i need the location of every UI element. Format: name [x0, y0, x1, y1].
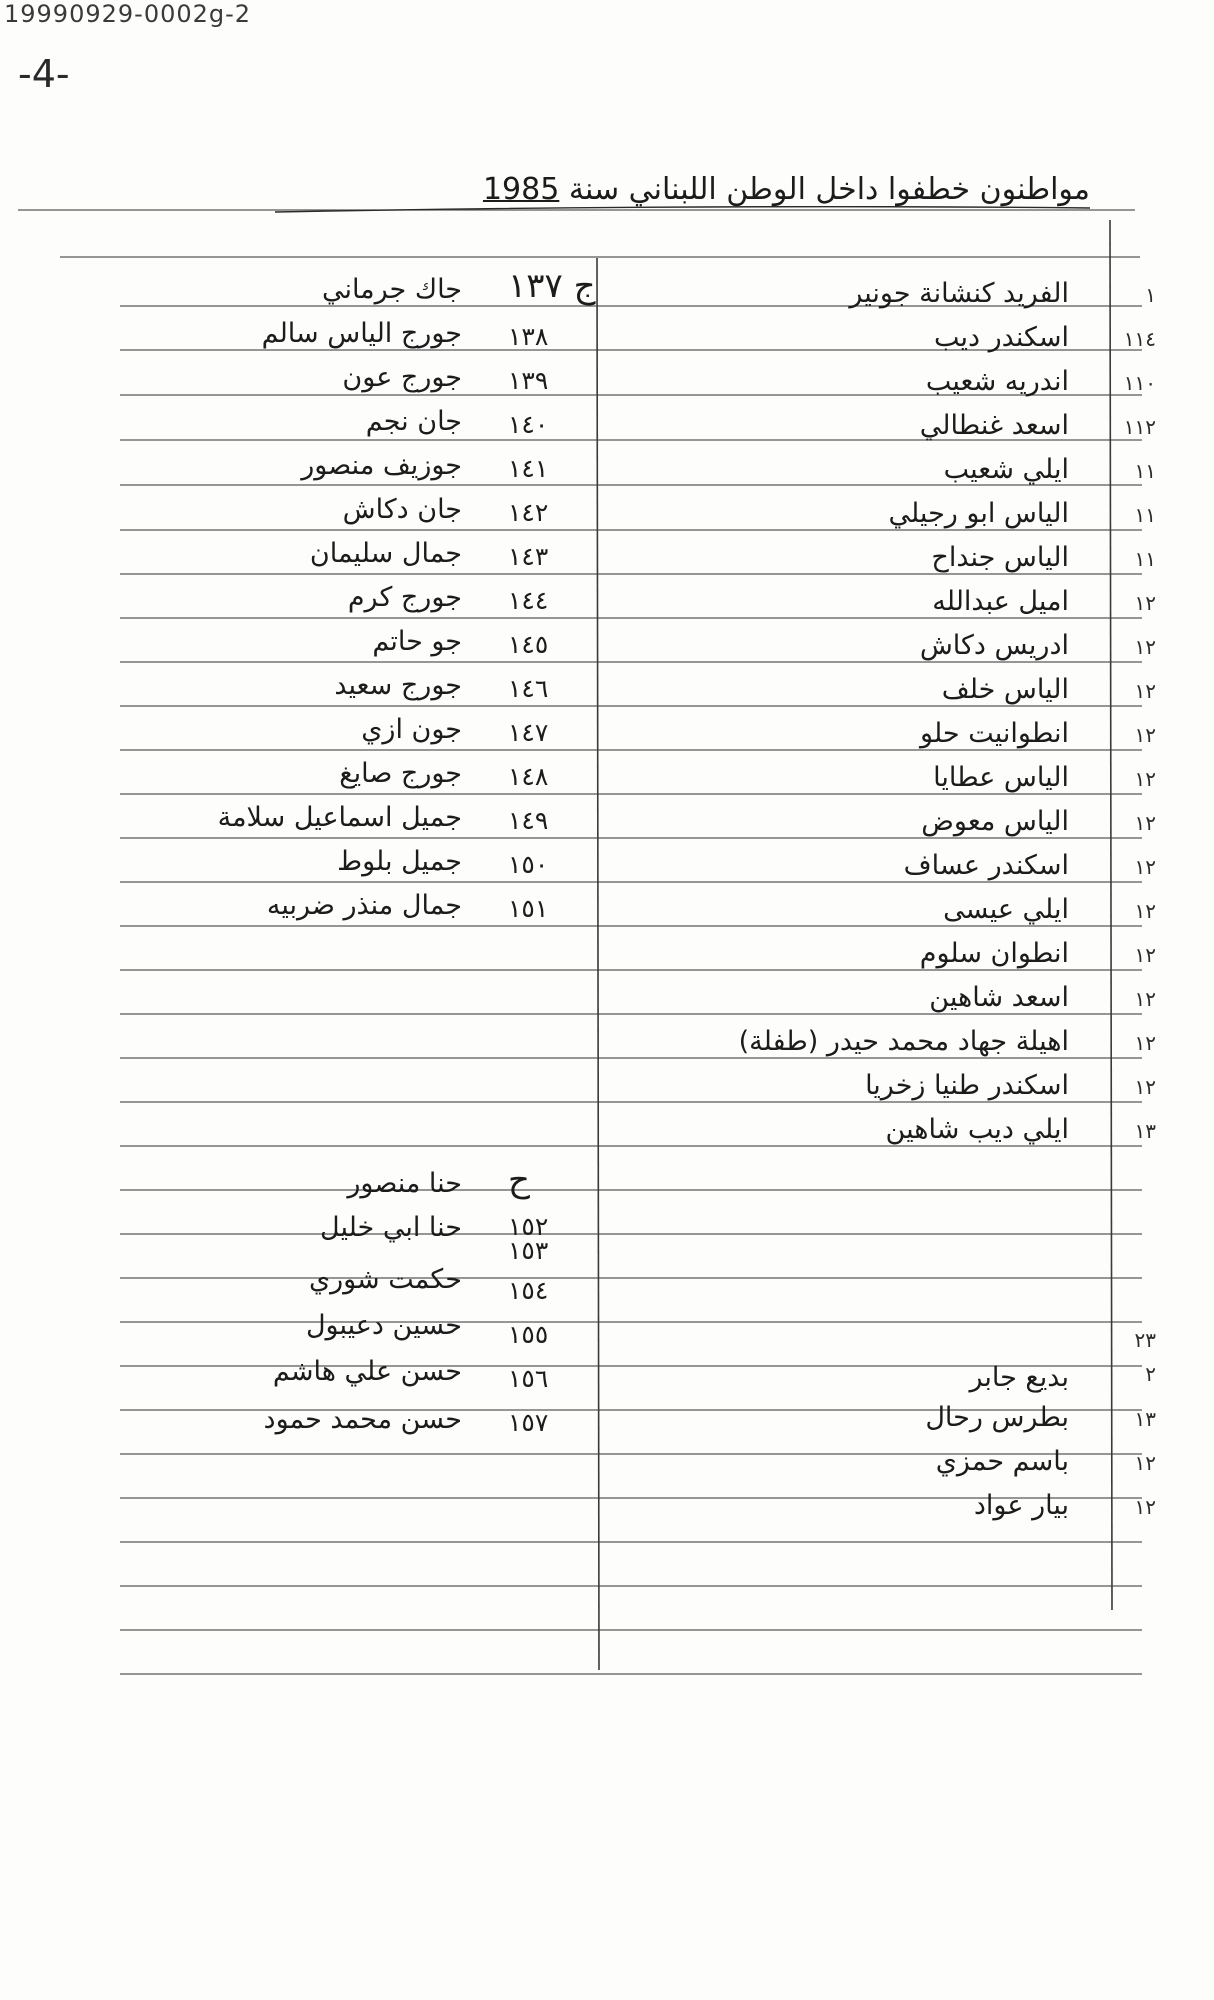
- list-item-name: الياس ابو رجيلي: [888, 498, 1069, 529]
- list-item-number: ١٥٠: [508, 850, 549, 879]
- list-item-number: ١٤٠: [508, 410, 549, 439]
- list-item-code: ١٢: [1134, 767, 1156, 791]
- list-item-code: ١٣: [1134, 1407, 1156, 1431]
- list-item-code: ١١٠: [1123, 371, 1156, 395]
- list-item-name: جميل اسماعيل سلامة: [217, 802, 462, 833]
- list-item-code: ١٣: [1134, 1119, 1156, 1143]
- list-item-number: ١٥٦: [508, 1364, 549, 1393]
- list-item-name: اسعد شاهين: [929, 982, 1069, 1013]
- page-number: -4-: [18, 52, 70, 96]
- list-item-code: ١٢: [1134, 943, 1156, 967]
- list-item-name: ايلي عيسى: [943, 894, 1069, 925]
- list-item-code: ١١: [1134, 459, 1156, 483]
- list-item-code: ١١٢: [1123, 415, 1156, 439]
- list-item-number: ١٣٨: [508, 322, 549, 351]
- page-title: [280, 172, 1090, 207]
- list-item-code: ١٢: [1134, 1495, 1156, 1519]
- list-item-name: بطرس رحال: [925, 1402, 1069, 1433]
- list-item-name: حنا ابي خليل: [320, 1212, 462, 1243]
- list-item-name: اندريه شعيب: [925, 366, 1069, 397]
- list-item-name: انطوانيت حلو: [920, 718, 1069, 749]
- list-item-name: جون ازي: [361, 714, 462, 745]
- list-item-number: ١٥١: [508, 894, 549, 923]
- list-item-number: ١٤٦: [508, 674, 549, 703]
- list-item-name: حسين دعيبول: [305, 1310, 462, 1341]
- list-item-code: ١٢: [1134, 635, 1156, 659]
- list-item-name: جورج عون: [342, 362, 462, 393]
- list-item-code: ١٢: [1134, 987, 1156, 1011]
- list-item-name: اهيلة جهاد محمد حيدر (طفلة): [738, 1026, 1069, 1057]
- list-item-number: ١٤٤: [508, 586, 549, 615]
- list-item-code: ١١: [1134, 547, 1156, 571]
- list-item-number: ١٥٢: [508, 1212, 549, 1241]
- list-item-name: جورج سعيد: [334, 670, 462, 701]
- list-item-code: ١٢: [1134, 899, 1156, 923]
- list-item-name: بديع جابر: [969, 1362, 1069, 1393]
- list-item-number: ج ١٣٧: [508, 266, 596, 306]
- list-item-code: ١٢: [1134, 679, 1156, 703]
- list-item-number: ١٤٣: [508, 542, 549, 571]
- list-item-number: ح: [508, 1160, 530, 1200]
- list-item-number: ١٤٢: [508, 498, 549, 527]
- list-item-number: ١٥٥: [508, 1320, 549, 1349]
- center-margin-line: [597, 258, 599, 1670]
- list-item-name: حكمت شوري: [308, 1264, 462, 1295]
- list-item-name: حسن محمد حمود: [263, 1404, 462, 1435]
- list-item-code: ١٢: [1134, 855, 1156, 879]
- list-item-code: ١٢: [1134, 1451, 1156, 1475]
- list-item-number: ١٥٣: [508, 1236, 549, 1265]
- list-item-number: ١٥٧: [508, 1408, 549, 1437]
- list-item-name: باسم حمزي: [935, 1446, 1069, 1477]
- list-item-name: حنا منصور: [347, 1168, 462, 1199]
- list-item-name: جان دكاش: [342, 494, 462, 525]
- list-item-number: ١٤٧: [508, 718, 549, 747]
- list-item-name: ادريس دكاش: [919, 630, 1069, 661]
- list-item-code: ١١٤: [1123, 327, 1156, 351]
- list-item-name: جورج الياس سالم: [261, 318, 462, 349]
- list-item-number: ١٤٥: [508, 630, 549, 659]
- list-item-code: ١٢: [1134, 591, 1156, 615]
- list-item-name: جميل بلوط: [337, 846, 462, 877]
- list-item-name: ايلي ديب شاهين: [885, 1114, 1069, 1145]
- list-item-number: ١٣٩: [508, 366, 549, 395]
- list-item-code: ١٢: [1134, 811, 1156, 835]
- list-item-name: اسكندر طنيا زخريا: [865, 1070, 1069, 1101]
- list-item-name: الياس خلف: [941, 674, 1069, 705]
- list-item-name: انطوان سلوم: [919, 938, 1069, 969]
- list-item-name: الياس جنداح: [931, 542, 1069, 573]
- list-item-name: حسن علي هاشم: [272, 1356, 462, 1387]
- list-item-name: اميل عبدالله: [932, 586, 1069, 617]
- list-item-name: جان نجم: [365, 406, 462, 437]
- list-item-name: جمال سليمان: [309, 538, 462, 569]
- list-item-code: ٢: [1145, 1362, 1156, 1386]
- list-item-name: جوزيف منصور: [301, 450, 462, 481]
- list-item-name: بيار عواد: [973, 1490, 1069, 1521]
- list-item-code: ٢٣: [1134, 1328, 1156, 1352]
- list-item-name: جو حاتم: [372, 626, 462, 657]
- list-item-number: ١٤٩: [508, 806, 549, 835]
- list-item-name: جورج كرم: [347, 582, 462, 613]
- list-item-code: ١: [1145, 283, 1156, 307]
- list-item-number: ١٥٤: [508, 1276, 549, 1305]
- list-item-code: ١٢: [1134, 1031, 1156, 1055]
- list-item-name: جورج صايغ: [339, 758, 462, 789]
- title-underline: [275, 207, 1090, 212]
- list-item-name: جمال منذر ضربيه: [266, 890, 462, 921]
- list-item-code: ١١: [1134, 503, 1156, 527]
- list-item-name: اسكندر ديب: [933, 322, 1069, 353]
- list-item-name: الياس عطايا: [933, 762, 1069, 793]
- title-text: مواطنون خطفوا داخل الوطن اللبناني سنة: [568, 172, 1090, 207]
- list-item-name: اسعد غنطالي: [919, 410, 1069, 441]
- list-item-code: ١٢: [1134, 1075, 1156, 1099]
- list-item-number: ١٤٨: [508, 762, 549, 791]
- list-item-name: الفريد كنشانة جونير: [849, 278, 1069, 309]
- list-item-name: الياس معوض: [921, 806, 1069, 837]
- list-item-code: ١٢: [1134, 723, 1156, 747]
- list-item-name: ايلي شعيب: [943, 454, 1069, 485]
- archive-id: 19990929-0002g-2: [4, 0, 252, 28]
- list-item-number: ١٤١: [508, 454, 549, 483]
- list-item-name: اسكندر عساف: [903, 850, 1069, 881]
- list-item-name: جاك جرماني: [321, 274, 462, 305]
- title-year: 1985: [482, 172, 560, 207]
